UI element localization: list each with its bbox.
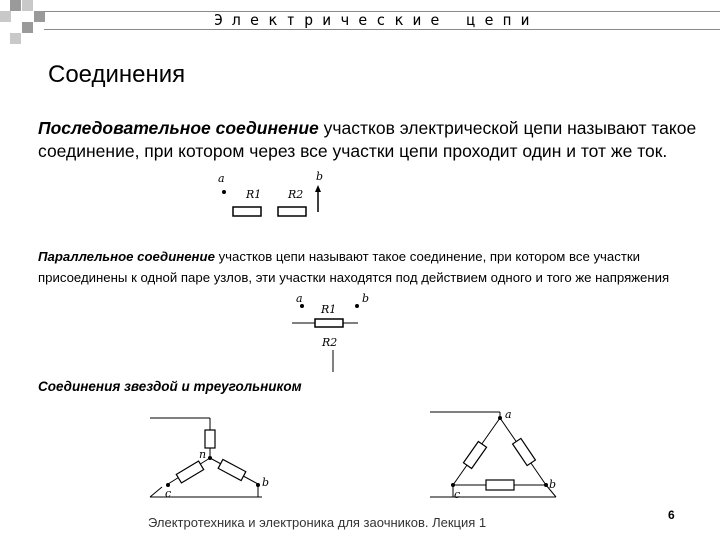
- delta-circuit-diagram: [430, 408, 556, 501]
- delta-resistor-ab: [513, 438, 536, 465]
- delta-label-c: c: [454, 488, 461, 501]
- parallel-label-a: a: [296, 292, 303, 305]
- star-circuit-diagram: [150, 418, 269, 500]
- series-current-arrow: [315, 185, 321, 192]
- parallel-resistor-r1: [315, 319, 343, 327]
- footer-text: Электротехника и электроника для заочников. Лекция 1: [148, 515, 487, 530]
- series-circuit-diagram: [218, 170, 323, 216]
- parallel-term: Параллельное соединение: [38, 249, 215, 264]
- slide-title: Соединения: [48, 61, 186, 88]
- parallel-node-b: [355, 304, 359, 308]
- page-number: 6: [668, 508, 675, 522]
- delta-resistor-ca: [463, 441, 486, 468]
- series-label-b: b: [316, 170, 324, 183]
- series-label-a: a: [218, 172, 225, 185]
- series-label-r2: R2: [288, 188, 304, 201]
- parallel-label-b: b: [362, 292, 370, 305]
- star-label-n: n: [199, 448, 207, 461]
- series-text: участков электрической цепи называют такое соединение, при котором через все участки цепи проходит один и тот же ток.: [38, 118, 697, 161]
- star-resistor-a: [205, 430, 215, 448]
- star-label-b: b: [262, 476, 270, 489]
- star-delta-heading: Соединения звездой и треугольником: [38, 379, 302, 394]
- header-title: Электрические цепи: [214, 11, 539, 29]
- series-node-a: [222, 190, 226, 194]
- parallel-label-r2: R2: [322, 336, 338, 349]
- parallel-text: участков цепи называют такое соединение, при котором все участки присоединены к одной паре узлов, эти участки находятся под действием одного и того же напряжения: [38, 249, 670, 285]
- star-resistor-c: [176, 461, 203, 483]
- star-resistor-b: [218, 459, 246, 480]
- series-label-r1: R1: [246, 188, 262, 201]
- series-resistor-r1: [233, 207, 261, 216]
- star-label-c: c: [165, 487, 172, 500]
- delta-resistor-bc: [486, 480, 514, 490]
- parallel-label-r1: R1: [321, 303, 337, 316]
- delta-label-a: a: [505, 408, 512, 421]
- series-resistor-r2: [278, 207, 306, 216]
- delta-label-b: b: [549, 478, 557, 491]
- parallel-circuit-diagram: [292, 292, 369, 372]
- star-wire-c: [150, 487, 162, 497]
- series-term: Последовательное соединение: [38, 118, 319, 138]
